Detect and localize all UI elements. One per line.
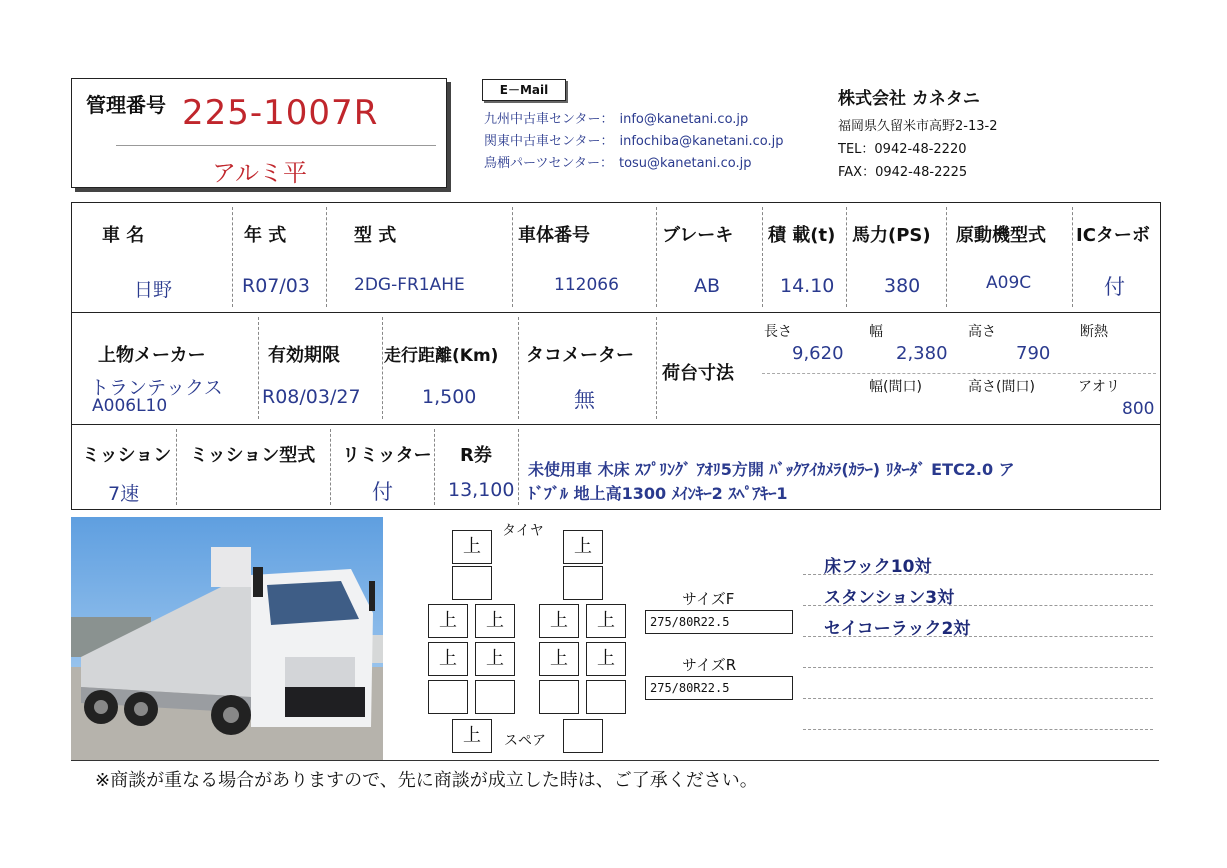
equipment-line xyxy=(803,574,1153,575)
col-divider xyxy=(382,317,383,419)
header-expiry: 有効期限 xyxy=(268,345,340,366)
divider xyxy=(116,145,436,146)
length-label: 長さ xyxy=(764,324,792,340)
email-link[interactable]: tosu@kanetani.co.jp xyxy=(618,156,752,171)
header-brake: ブレーキ xyxy=(662,225,734,246)
width-opening-label: 幅(間口) xyxy=(869,379,922,395)
tire-spare-1: 上 xyxy=(452,719,492,753)
value-chassis-number: 112066 xyxy=(554,275,619,295)
truck-photo-image xyxy=(71,517,383,761)
header-body-maker: 上物メーカー xyxy=(98,345,206,366)
equipment-line xyxy=(803,729,1153,730)
col-divider xyxy=(258,317,259,419)
body-type: アルミ平 xyxy=(212,159,308,187)
value-expiry: R08/03/27 xyxy=(262,386,361,408)
col-divider xyxy=(232,207,233,307)
email-contact-kanto xyxy=(484,130,784,149)
cargo-dimensions-label: 荷台寸法 xyxy=(662,363,734,384)
col-divider xyxy=(434,429,435,505)
company-name: 株式会社 カネタニ xyxy=(838,89,980,109)
header-r-ticket: R券 xyxy=(460,445,492,466)
tire-rear3-right-inner xyxy=(539,680,579,714)
header-transmission: ミッション xyxy=(82,445,172,466)
width-value: 2,380 xyxy=(896,343,948,364)
value-tachometer: 無 xyxy=(574,388,595,412)
value-transmission: 7速 xyxy=(108,483,140,505)
col-divider xyxy=(518,317,519,419)
height-value: 790 xyxy=(1016,343,1051,364)
value-year: R07/03 xyxy=(242,275,310,297)
tire-rear1-right-inner: 上 xyxy=(539,604,579,638)
tire-front-left-empty xyxy=(452,566,492,600)
value-body-maker-model: A006L10 xyxy=(92,396,168,416)
col-divider xyxy=(1072,207,1073,307)
col-divider xyxy=(330,429,331,505)
company-tel: TEL：0942-48-2220 xyxy=(838,142,967,157)
equipment-item: セイコーラック2対 xyxy=(824,619,971,639)
tire-rear3-left-outer xyxy=(428,680,468,714)
remarks-line-2: ﾄﾞﾌﾞﾙ 地上高1300 ﾒｲﾝｷｰ2 ｽﾍﾟｱｷｰ1 xyxy=(528,484,788,503)
tire-rear1-left-inner: 上 xyxy=(475,604,515,638)
col-divider xyxy=(762,207,763,307)
size-f-label: サイズF xyxy=(682,590,735,608)
company-address: 福岡県久留米市高野2-13-2 xyxy=(838,119,998,134)
value-load: 14.10 xyxy=(780,275,835,297)
tire-front-right-empty xyxy=(563,566,603,600)
row-divider xyxy=(72,312,1160,313)
tires-title: タイヤ xyxy=(502,523,544,539)
gate-label: アオリ xyxy=(1078,379,1120,395)
col-divider xyxy=(656,207,657,307)
value-mileage: 1,500 xyxy=(422,386,477,408)
size-r-label: サイズR xyxy=(682,656,737,674)
center-name: 九州中古車センター： xyxy=(484,112,614,127)
value-limiter: 付 xyxy=(372,480,393,504)
equipment-line xyxy=(803,636,1153,637)
value-ic-turbo: 付 xyxy=(1104,275,1125,299)
email-link[interactable]: infochiba@kanetani.co.jp xyxy=(619,134,784,149)
tire-rear2-left-outer: 上 xyxy=(428,642,468,676)
dim-divider xyxy=(762,373,1156,374)
bottom-rule xyxy=(71,760,1159,761)
value-brake: AB xyxy=(694,275,721,297)
col-divider xyxy=(846,207,847,307)
value-r-ticket: 13,100 xyxy=(448,479,515,501)
header-horsepower: 馬力(PS) xyxy=(852,225,931,246)
value-horsepower: 380 xyxy=(884,275,921,297)
center-name: 関東中古車センター： xyxy=(484,134,614,149)
header-ic-turbo: ICターボ xyxy=(1076,225,1150,246)
spec-table xyxy=(71,202,1161,510)
header-engine-model: 原動機型式 xyxy=(956,225,1046,246)
tire-rear1-right-outer: 上 xyxy=(586,604,626,638)
equipment-item: 床フック10対 xyxy=(824,557,932,577)
header-tachometer: タコメーター xyxy=(526,345,634,366)
email-tag: E－Mail xyxy=(482,79,566,101)
header-transmission-model: ミッション型式 xyxy=(190,445,316,466)
header-model: 型 式 xyxy=(354,225,397,246)
equipment-line xyxy=(803,605,1153,606)
length-value: 9,620 xyxy=(792,343,844,364)
tire-rear3-left-inner xyxy=(475,680,515,714)
email-contact-tosu xyxy=(484,152,751,171)
header-car-name: 車 名 xyxy=(102,225,145,246)
footer-note: ※商談が重なる場合がありますので、先に商談が成立した時は、ご了承ください。 xyxy=(95,770,758,791)
header-year: 年 式 xyxy=(244,225,287,246)
col-divider xyxy=(656,317,657,419)
tire-rear3-right-outer xyxy=(586,680,626,714)
equipment-line xyxy=(803,698,1153,699)
tire-front-right: 上 xyxy=(563,530,603,564)
email-link[interactable]: info@kanetani.co.jp xyxy=(619,112,749,127)
truck-photo xyxy=(71,517,383,761)
spare-label: スペア xyxy=(504,733,546,749)
management-number: 225-1007R xyxy=(182,93,379,133)
tire-rear2-right-outer: 上 xyxy=(586,642,626,676)
tire-rear1-left-outer: 上 xyxy=(428,604,468,638)
col-divider xyxy=(512,207,513,307)
management-number-box xyxy=(71,78,447,188)
value-engine-model: A09C xyxy=(986,273,1032,293)
remarks-line-1: 未使用車 木床 ｽﾌﾟﾘﾝｸﾞ ｱｵﾘ5方開 ﾊﾞｯｸｱｲｶﾒﾗ(ｶﾗｰ) ﾘﾀｰﾀﾞ ETC2.0 ア xyxy=(528,460,1015,479)
header-limiter: リミッター xyxy=(342,445,432,466)
header-load: 積 載(t) xyxy=(768,225,836,246)
row-divider xyxy=(72,424,1160,425)
value-body-maker: トランテックス xyxy=(90,377,223,399)
management-number-label: 管理番号 xyxy=(86,93,166,117)
header-chassis-number: 車体番号 xyxy=(518,225,590,246)
header-mileage: 走行距離(Km) xyxy=(384,346,499,366)
email-contact-kyushu xyxy=(484,108,748,127)
col-divider xyxy=(176,429,177,505)
tire-rear2-left-inner: 上 xyxy=(475,642,515,676)
insulation-label: 断熱 xyxy=(1080,324,1108,340)
value-car-name: 日野 xyxy=(134,279,173,301)
tire-spare-2 xyxy=(563,719,603,753)
tire-front-left: 上 xyxy=(452,530,492,564)
center-name: 鳥栖パーツセンター： xyxy=(484,156,613,171)
gate-value: 800 xyxy=(1122,399,1155,419)
size-f-value: 275/80R22.5 xyxy=(645,610,793,634)
company-fax: FAX：0942-48-2225 xyxy=(838,165,968,180)
width-label: 幅 xyxy=(869,324,883,340)
height-label: 高さ xyxy=(968,324,996,340)
col-divider xyxy=(946,207,947,307)
value-model: 2DG-FR1AHE xyxy=(354,275,465,295)
col-divider xyxy=(518,429,519,505)
size-r-value: 275/80R22.5 xyxy=(645,676,793,700)
equipment-item: スタンション3対 xyxy=(824,588,955,608)
tire-rear2-right-inner: 上 xyxy=(539,642,579,676)
height-opening-label: 高さ(間口) xyxy=(968,379,1035,395)
col-divider xyxy=(326,207,327,307)
equipment-line xyxy=(803,667,1153,668)
